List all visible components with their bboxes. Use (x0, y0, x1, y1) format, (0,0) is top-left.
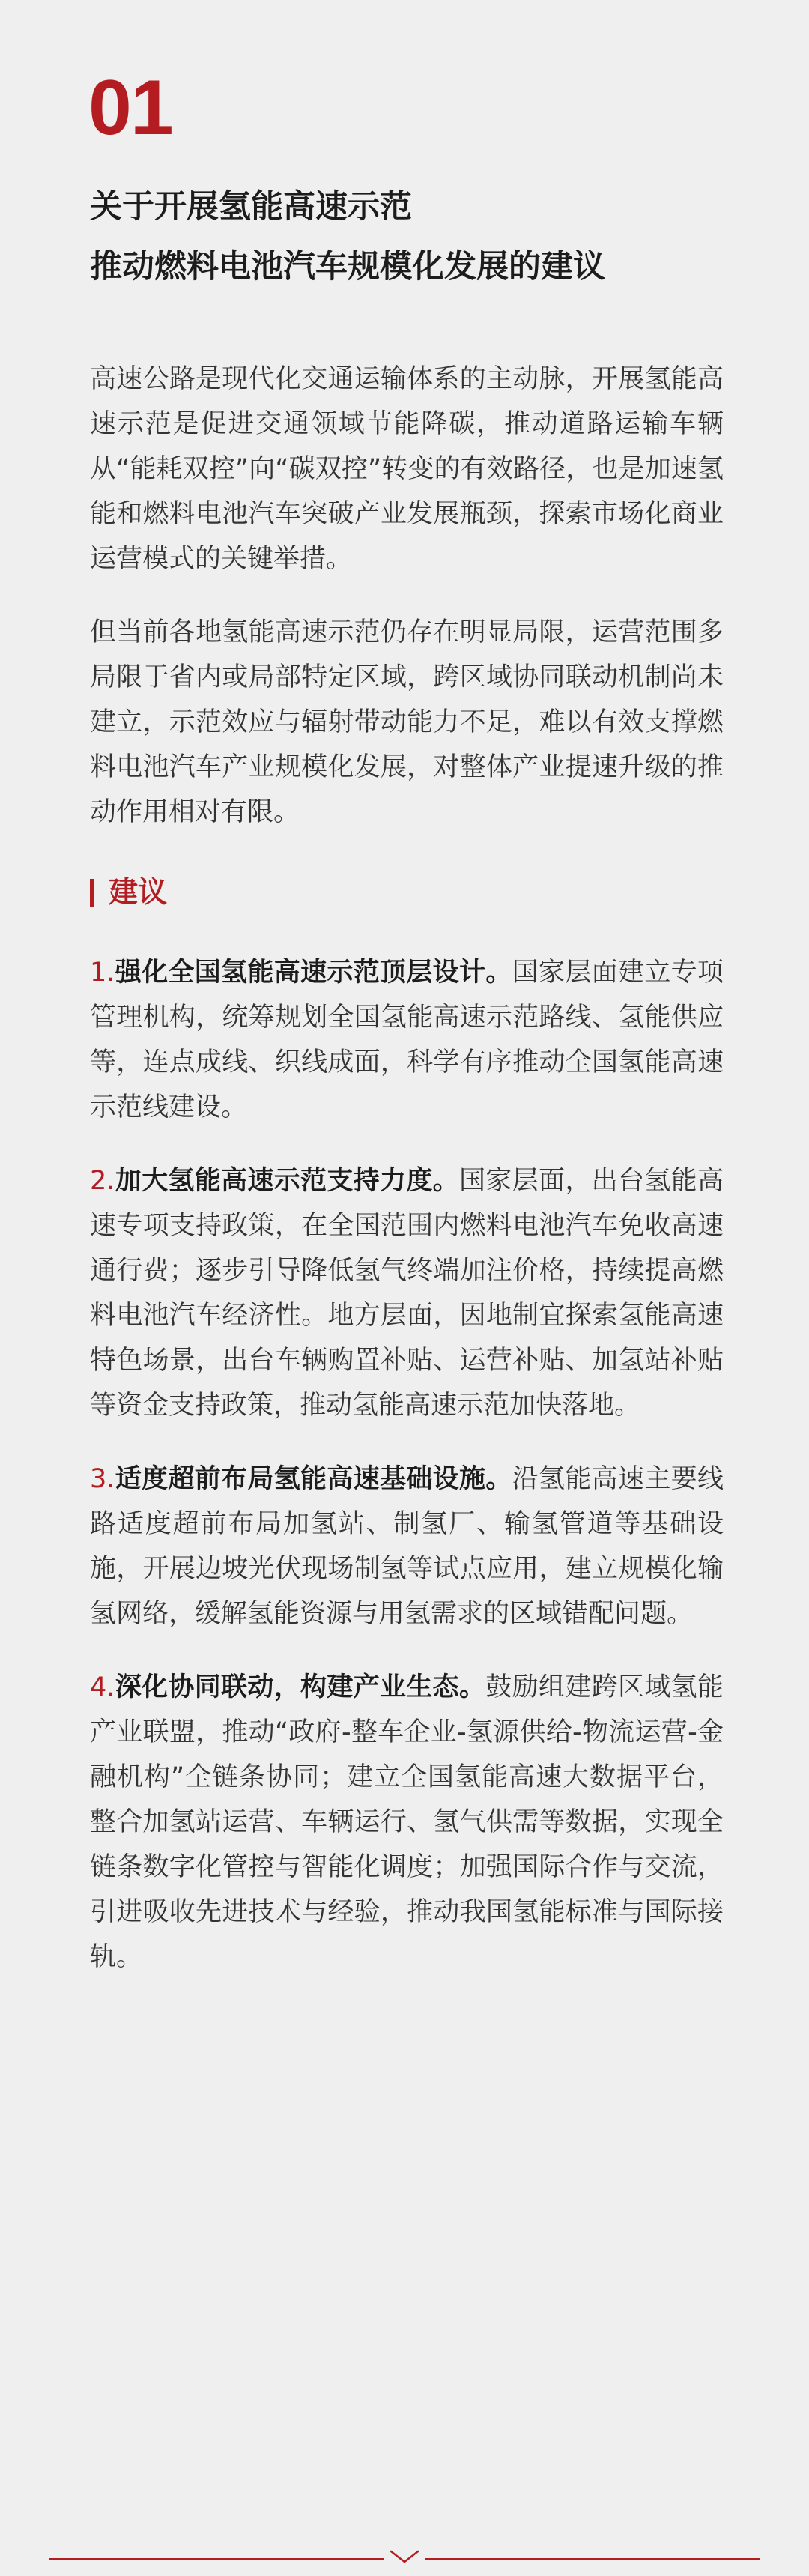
footer-divider-left (49, 2558, 384, 2560)
recommendation-number: 3. (90, 1464, 115, 1494)
recommendation-number: 4. (90, 1672, 115, 1702)
recommendation-item-4 (90, 1665, 724, 1980)
recommendation-text: 沿氢能高速主要线路适度超前布局加氢站、制氢厂、输氢管道等基础设施，开展边坡光伏现场制氢等试点应用，建立规模化输氢网络，缓解氢能资源与用氢需求的区域错配问题。 (90, 1464, 724, 1629)
recommendation-number: 2. (90, 1166, 115, 1196)
title-line-2: 推动燃料电池汽车规模化发展的建议 (90, 248, 605, 285)
recommendation-heading: 加大氢能高速示范支持力度。 (115, 1166, 460, 1196)
recommendation-item-3 (90, 1457, 724, 1636)
section-number: 01 (88, 64, 172, 151)
recommendation-heading: 深化协同联动，构建产业生态。 (115, 1672, 486, 1702)
section-heading-label: 建议 (109, 876, 168, 910)
section-bar-marker (90, 879, 94, 907)
recommendation-text: 鼓励组建跨区域氢能产业联盟，推动“政府-整车企业-氢源供给-物流运营-金融机构”全链条协同；建立全国氢能高速大数据平台，整合加氢站运营、车辆运行、氢气供需等数据，实现全链条数字化管控与智能化调度；加强国际合作与交流，引进吸收先进技术与经验，推动我国氢能标准与国际接轨。 (90, 1672, 724, 1972)
section-heading (90, 871, 724, 916)
chevron-down-icon[interactable] (388, 2548, 421, 2566)
recommendation-number: 1. (90, 958, 115, 988)
recommendation-text: 国家层面，出台氢能高速专项支持政策，在全国范围内燃料电池汽车免收高速通行费；逐步引导降低氢气终端加注价格，持续提高燃料电池汽车经济性。地方层面，因地制宜探索氢能高速特色场景，出台车辆购置补贴、运营补贴、加氢站补贴等资金支持政策，推动氢能高速示范加快落地。 (90, 1166, 724, 1421)
article-title (90, 177, 749, 297)
recommendation-item-1 (90, 950, 724, 1130)
article-body (90, 357, 724, 2008)
recommendation-text: 国家层面建立专项管理机构，统筹规划全国氢能高速示范路线、氢能供应等，连点成线、织线成面，科学有序推动全国氢能高速示范线建设。 (90, 958, 724, 1122)
recommendation-item-2 (90, 1158, 724, 1428)
intro-paragraph-1: 高速公路是现代化交通运输体系的主动脉，开展氢能高速示范是促进交通领域节能降碳，推动道路运输车辆从“能耗双控”向“碳双控”转变的有效路径，也是加速氢能和燃料电池汽车突破产业发展瓶颈，探索市场化商业运营模式的关键举措。 (90, 364, 724, 574)
recommendation-heading: 适度超前布局氢能高速基础设施。 (115, 1464, 512, 1494)
title-line-1: 关于开展氢能高速示范 (90, 188, 412, 226)
footer-divider-right (425, 2558, 760, 2560)
recommendation-heading: 强化全国氢能高速示范顶层设计。 (115, 958, 512, 988)
intro-paragraph-2: 但当前各地氢能高速示范仍存在明显局限，运营范围多局限于省内或局部特定区域，跨区域协同联动机制尚未建立，示范效应与辐射带动能力不足，难以有效支撑燃料电池汽车产业规模化发展，对整体产业提速升级的推动作用相对有限。 (90, 617, 724, 827)
